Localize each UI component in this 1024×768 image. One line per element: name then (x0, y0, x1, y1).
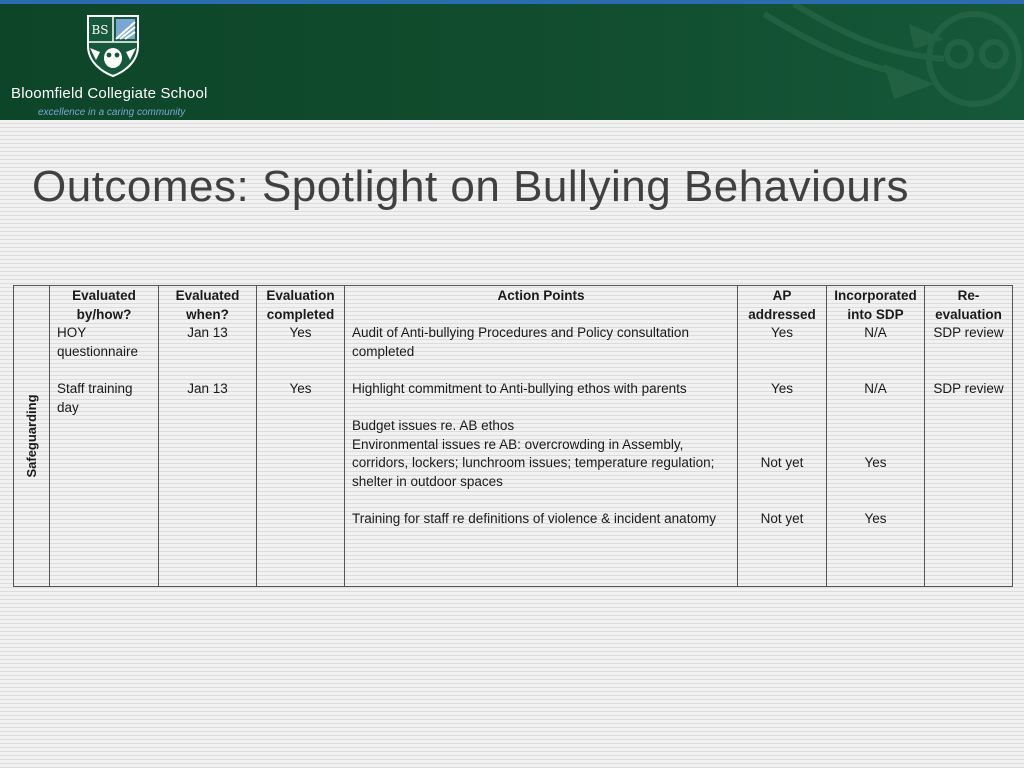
header-evaluated-when-line1: Evaluated (175, 288, 240, 303)
header-ap-addressed (738, 286, 827, 325)
header-incorporated (827, 286, 925, 325)
header-evaluation-completed-line1: Evaluation (266, 288, 335, 303)
cell-action-point: Audit of Anti-bullying Procedures and Policy consultation completed (345, 324, 738, 380)
spacer-cell (738, 586, 827, 587)
cell-incorporated: N/A (827, 380, 925, 417)
cell-evaluated-when: Jan 13 (159, 324, 257, 380)
cell-re-evaluation: SDP review (925, 380, 1013, 587)
header-incorporated-line1: Incorporated (834, 288, 917, 303)
school-crest-icon (78, 12, 148, 82)
header-evaluated-by-line1: Evaluated (72, 288, 136, 303)
outcomes-table (13, 285, 1013, 587)
table-header-row (14, 286, 1013, 325)
header-evaluated-by-line2: by/how? (76, 306, 132, 322)
header-evaluation-completed (257, 286, 345, 325)
spacer-cell (345, 586, 738, 587)
cell-evaluation-completed: Yes (257, 380, 345, 587)
header-re-evaluation (925, 286, 1013, 325)
cell-evaluated-when: Jan 13 (159, 380, 257, 587)
cell-evaluation-completed: Yes (257, 324, 345, 380)
cell-re-evaluation: SDP review (925, 324, 1013, 380)
action-point-line: Environmental issues re AB: overcrowding in Assembly, corridors, lockers; lunchroom issues; temperature regulation; shelter in outdoor spaces (352, 436, 715, 489)
table-row (14, 380, 1013, 417)
slide-title: Outcomes: Spotlight on Bullying Behaviours (32, 162, 910, 211)
cell-evaluated-by: Staff training day (50, 380, 159, 587)
header-evaluated-by (50, 286, 159, 325)
cell-incorporated: N/A (827, 324, 925, 380)
cell-ap-addressed: Yes (738, 380, 827, 417)
table-row (14, 324, 1013, 380)
school-name: Bloomfield Collegiate School (11, 85, 208, 102)
cell-ap-addressed: Yes (738, 324, 827, 380)
header-banner (0, 0, 1024, 120)
cell-ap-addressed: Not yet (738, 417, 827, 510)
owl-watermark-icon (644, 4, 1024, 120)
school-tagline: excellence in a caring community (38, 107, 186, 118)
cell-action-point: Training for staff re definitions of violence & incident anatomy (345, 510, 738, 586)
header-incorporated-line2: into SDP (847, 306, 904, 322)
header-evaluated-when (159, 286, 257, 325)
cell-ap-addressed: Not yet (738, 510, 827, 586)
header-evaluated-when-line2: when? (186, 306, 229, 322)
cell-action-point (345, 417, 738, 510)
header-evaluation-completed-line2: completed (266, 306, 335, 322)
side-label: Safeguarding (23, 394, 39, 478)
cell-evaluated-by: HOY questionnaire (50, 324, 159, 380)
header-re-evaluation-line1: Re- (957, 288, 980, 303)
action-point-line: Budget issues re. AB ethos (352, 418, 515, 433)
cell-incorporated: Yes (827, 417, 925, 510)
cell-incorporated: Yes (827, 510, 925, 586)
side-label-cell (14, 286, 50, 587)
spacer-cell (827, 586, 925, 587)
header-re-evaluation-line2: evaluation (935, 306, 1002, 322)
header-action-points: Action Points (345, 286, 738, 325)
cell-action-point: Highlight commitment to Anti-bullying ethos with parents (345, 380, 738, 417)
header-ap-addressed-line2: addressed (748, 306, 816, 322)
svg-text:BS: BS (91, 23, 109, 37)
header-ap-addressed-line1: AP (772, 288, 792, 303)
